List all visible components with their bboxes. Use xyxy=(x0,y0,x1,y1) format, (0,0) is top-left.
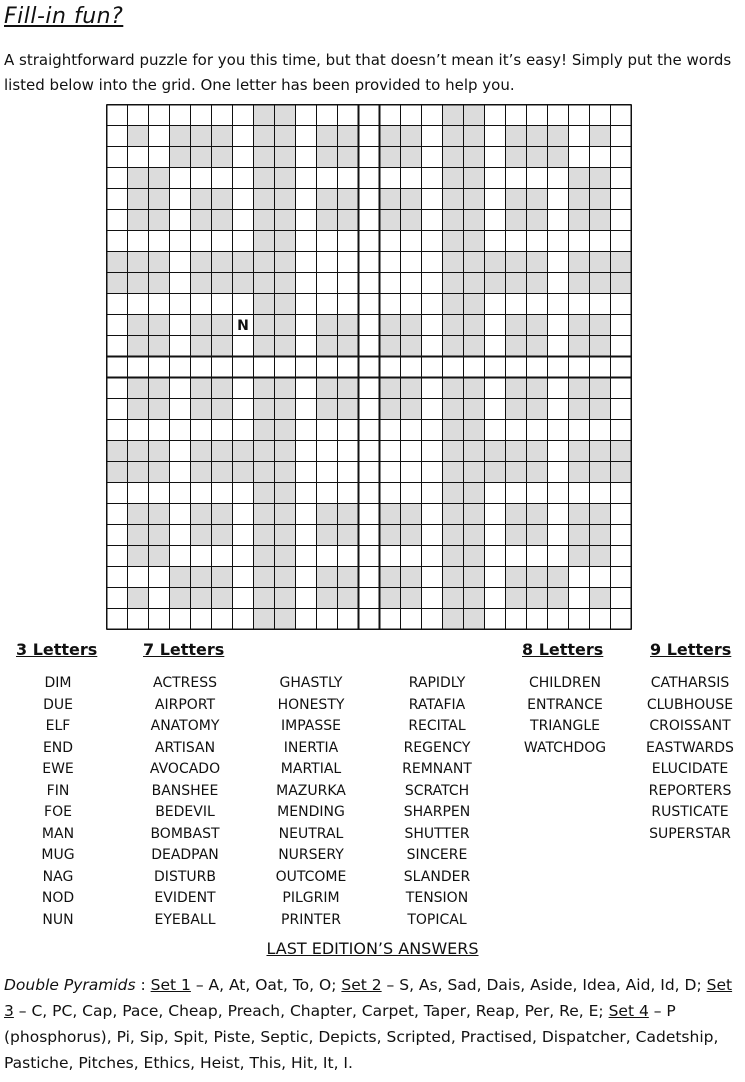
nine-letters-header: 9 Letters xyxy=(650,640,732,659)
set-4-label: Set 4 xyxy=(608,1002,649,1020)
word-list-item: END xyxy=(42,739,74,756)
shaded-block xyxy=(590,126,611,147)
word-list-item: ELUCIDATE xyxy=(651,761,729,777)
set-2-label: Set 2 xyxy=(341,976,382,994)
word-list-item: PILGRIM xyxy=(282,890,340,906)
word-list-item: NURSERY xyxy=(278,847,344,863)
three-letters-header: 3 Letters xyxy=(16,640,98,659)
word-list-item: ELF xyxy=(45,718,71,734)
word-list-item: SUPERSTAR xyxy=(649,825,731,842)
nine-letter-word-list xyxy=(637,673,743,845)
word-list-item: NOD xyxy=(41,890,75,906)
word-list-item: SCRATCH xyxy=(404,782,470,799)
crossword-grid[interactable] xyxy=(106,104,632,630)
eight-letters-header: 8 Letters xyxy=(522,640,604,659)
word-list-item: MAN xyxy=(41,825,75,842)
shaded-block xyxy=(128,126,149,147)
word-list-item: BOMBAST xyxy=(150,825,220,842)
word-list-item: AIRPORT xyxy=(154,696,216,713)
set-4-text: – P (phosphorus), Pi, Sip, Spit, Piste, Septic, Depicts, Scripted, Practised, Dispatcher, Cadetship, Pastiche, Pitches, Ethics, Heist, This, Hit, It, I. xyxy=(4,1002,719,1072)
seven-letter-word-list-2 xyxy=(261,673,361,931)
set-3-label: Set 3 xyxy=(4,976,733,1020)
word-list-item: DISTURB xyxy=(154,868,216,885)
word-list-item: MARTIAL xyxy=(280,761,342,777)
word-list-item: RUSTICATE xyxy=(651,804,729,820)
word-list-item: CHILDREN xyxy=(528,675,602,691)
word-list-item: EYEBALL xyxy=(154,911,216,928)
word-list-item: BANSHEE xyxy=(151,782,219,799)
word-list-item: NUN xyxy=(42,911,74,928)
word-list-item: CLUBHOUSE xyxy=(646,696,734,713)
seven-letters-header: 7 Letters xyxy=(143,640,225,659)
answers-lead: Double Pyramids xyxy=(4,976,136,994)
word-list-item: NEUTRAL xyxy=(278,825,344,842)
word-list-item: SHARPEN xyxy=(403,804,471,820)
word-list-item: EASTWARDS xyxy=(646,739,734,756)
word-list-item: DEADPAN xyxy=(151,847,219,863)
word-list-item: TENSION xyxy=(405,890,469,906)
word-list-item: EVIDENT xyxy=(154,890,216,906)
word-list-item: FOE xyxy=(44,804,72,820)
word-list-item: WATCHDOG xyxy=(523,739,607,756)
answers-title: LAST EDITION’S ANSWERS xyxy=(266,939,479,958)
shaded-block xyxy=(128,588,149,609)
word-list-item: REMNANT xyxy=(402,761,472,777)
word-list-item: MAZURKA xyxy=(276,782,346,799)
set-1-label: Set 1 xyxy=(150,976,191,994)
given-letter: N xyxy=(237,318,249,334)
word-list-item: MENDING xyxy=(277,804,345,820)
answers-sep: : xyxy=(135,976,151,994)
word-list-item: REGENCY xyxy=(403,739,471,756)
word-list-item: SHUTTER xyxy=(404,825,470,842)
three-letter-word-list xyxy=(18,673,98,931)
word-list-item: SINCERE xyxy=(406,847,468,863)
word-list-item: EWE xyxy=(42,761,74,777)
word-list-item: SLANDER xyxy=(403,868,471,885)
word-list-item: INERTIA xyxy=(283,739,339,756)
word-list-item: AVOCADO xyxy=(149,761,221,777)
word-list-item: OUTCOME xyxy=(275,868,347,885)
word-list-item: DUE xyxy=(43,696,73,713)
word-list-item: GHASTLY xyxy=(279,675,343,691)
set-3-text: – C, PC, Cap, Pace, Cheap, Preach, Chapter, Carpet, Taper, Reap, Per, Re, E; xyxy=(13,1002,609,1020)
word-list-item: PRINTER xyxy=(281,911,341,928)
set-2-text: – S, As, Sad, Dais, Aside, Idea, Aid, Id, D; xyxy=(381,976,707,994)
word-list-item: BEDEVIL xyxy=(155,804,215,820)
word-list-item: RECITAL xyxy=(408,718,466,734)
word-list-item: RAPIDLY xyxy=(408,675,466,691)
word-list-item: RATAFIA xyxy=(408,696,466,713)
word-list-item: FIN xyxy=(46,782,70,799)
page-title: Fill-in fun? xyxy=(4,4,124,29)
word-list-item: ARTISAN xyxy=(154,739,216,756)
word-list-item: REPORTERS xyxy=(648,782,732,799)
word-list-item: CROISSANT xyxy=(649,718,731,734)
word-list-item: ACTRESS xyxy=(152,675,217,691)
shaded-block xyxy=(590,588,611,609)
word-list-item: CATHARSIS xyxy=(650,675,730,691)
word-list-item: ANATOMY xyxy=(150,718,220,734)
answers-text xyxy=(4,972,744,1076)
word-list-item: NAG xyxy=(42,868,74,885)
seven-letter-word-list-1 xyxy=(135,673,235,931)
seven-letter-word-list-3 xyxy=(387,673,487,931)
intro-text: A straightforward puzzle for you this time, but that doesn’t mean it’s easy! Simply put the words listed below into the grid. One letter has been provided to help you. xyxy=(4,51,732,94)
set-1-text: – A, At, Oat, To, O; xyxy=(190,976,342,994)
word-list-item: IMPASSE xyxy=(281,718,341,734)
word-list-item: MUG xyxy=(41,847,75,863)
word-list-item: HONESTY xyxy=(277,696,345,713)
eight-letter-word-list xyxy=(510,673,620,759)
word-list-item: ENTRANCE xyxy=(527,696,603,713)
word-list-item: TRIANGLE xyxy=(530,718,600,734)
word-list-item: DIM xyxy=(44,675,72,691)
word-list-item: TOPICAL xyxy=(407,911,467,928)
